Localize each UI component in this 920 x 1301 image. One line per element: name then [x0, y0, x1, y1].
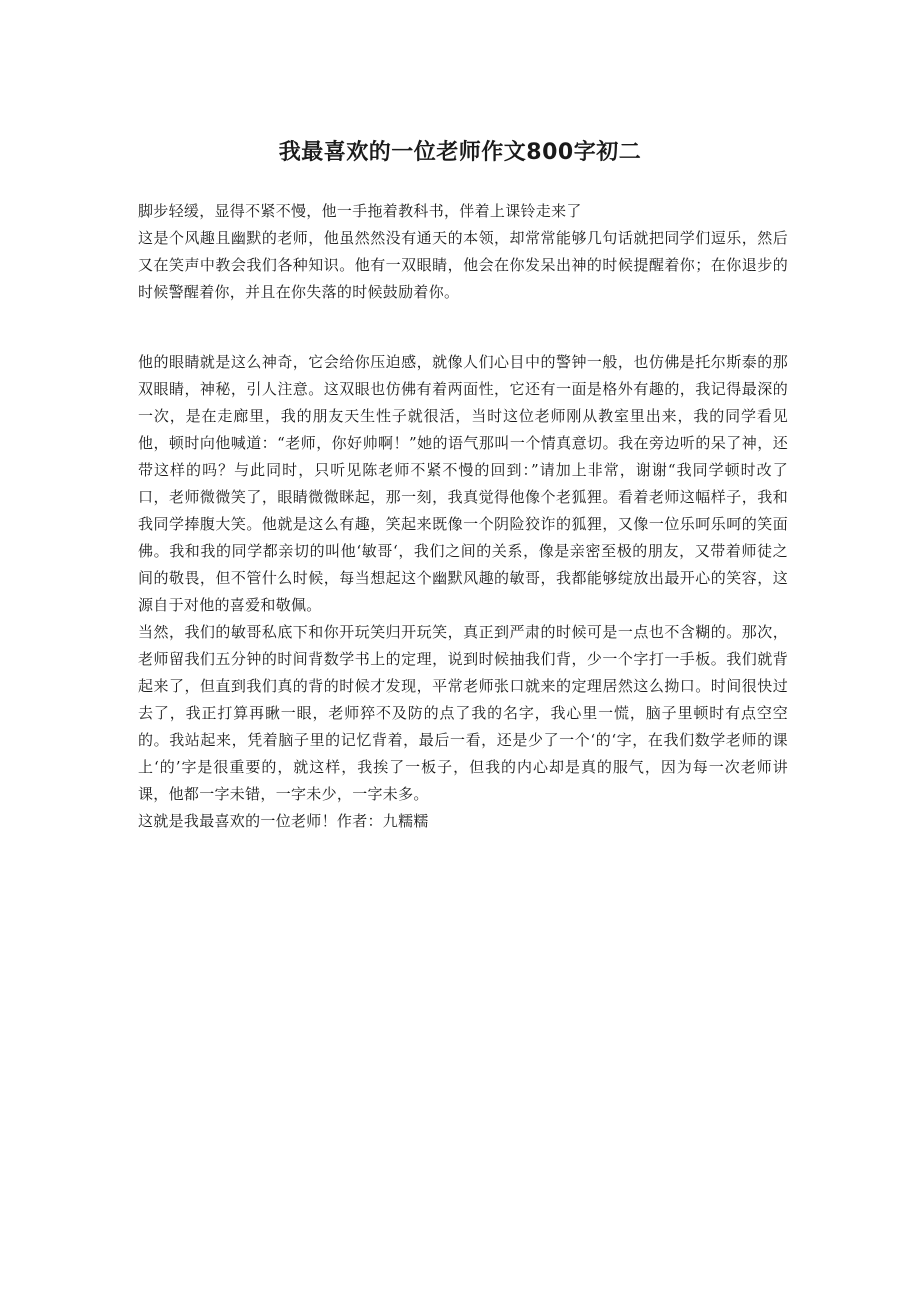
- paragraph-2: 这是个风趣且幽默的老师，他虽然然没有通天的本领，却常常能够几句话就把同学们逗乐，然后又在笑声中教会我们各种知识。他有一双眼睛，他会在你发呆出神的时候提醒着你；在你退步的时候警醒着你，并且在你失落的时候鼓励着你。: [138, 229, 788, 301]
- paragraph-1: 脚步轻缓，显得不紧不慢，他一手拖着教科书，伴着上课铃走来了: [138, 202, 582, 220]
- paragraph-3: 他的眼睛就是这么神奇，它会给你压迫感，就像人们心目中的警钟一般，也仿佛是托尔斯泰的那双眼睛，神秘，引人注意。这双眼也仿佛有着两面性，它还有一面是格外有趣的，我记得最深的一次，是在走廊里，我的朋友天生性子就很活，当时这位老师刚从教室里出来，我的同学看见他，顿时向他喊道：“老师，你好帅啊！”她的语气那叫一个情真意切。我在旁边听的呆了神，还带这样的吗？与此同时，只听见陈老师不紧不慢的回到：”请加上非常，谢谢“我同学顿时改了口，老师微微笑了，眼睛微微眯起，那一刻，我真觉得他像个老狐狸。看着老师这幅样子，我和我同学捧腹大笑。他就是这么有趣，笑起来既像一个阴险狡诈的狐狸，又像一位乐呵乐呵的笑面佛。我和我的同学都亲切的叫他‘敏哥‘，我们之间的关系，像是亲密至极的朋友，又带着师徒之间的敬畏，但不管什么时候，每当想起这个幽默风趣的敏哥，我都能够绽放出最开心的笑容，这源自于对他的喜爱和敬佩。: [138, 353, 788, 614]
- paragraph-4: 当然，我们的敏哥私底下和你开玩笑归开玩笑，真正到严肃的时候可是一点也不含糊的。那次，老师留我们五分钟的时间背数学书上的定理，说到时候抽我们背，少一个字打一手板。我们就背起来了，但直到我们真的背的时候才发现，平常老师张口就来的定理居然这么拗口。时间很快过去了，我正打算再瞅一眼，老师猝不及防的点了我的名字，我心里一慌，脑子里顿时有点空空的。我站起来，凭着脑子里的记忆背着，最后一看，还是少了一个‘的‘字，在我们数学老师的课上‘的’字是很重要的，就这样，我挨了一板子，但我的内心却是真的服气，因为每一次老师讲课，他都一字未错，一字未少，一字未多。: [138, 623, 788, 803]
- page-title: 我最喜欢的一位老师作文800字初二: [278, 139, 642, 165]
- paragraph-5: 这就是我最喜欢的一位老师！作者：九糯糯: [138, 812, 429, 830]
- essay-body: [138, 198, 788, 835]
- paragraph-spacer: [138, 306, 788, 349]
